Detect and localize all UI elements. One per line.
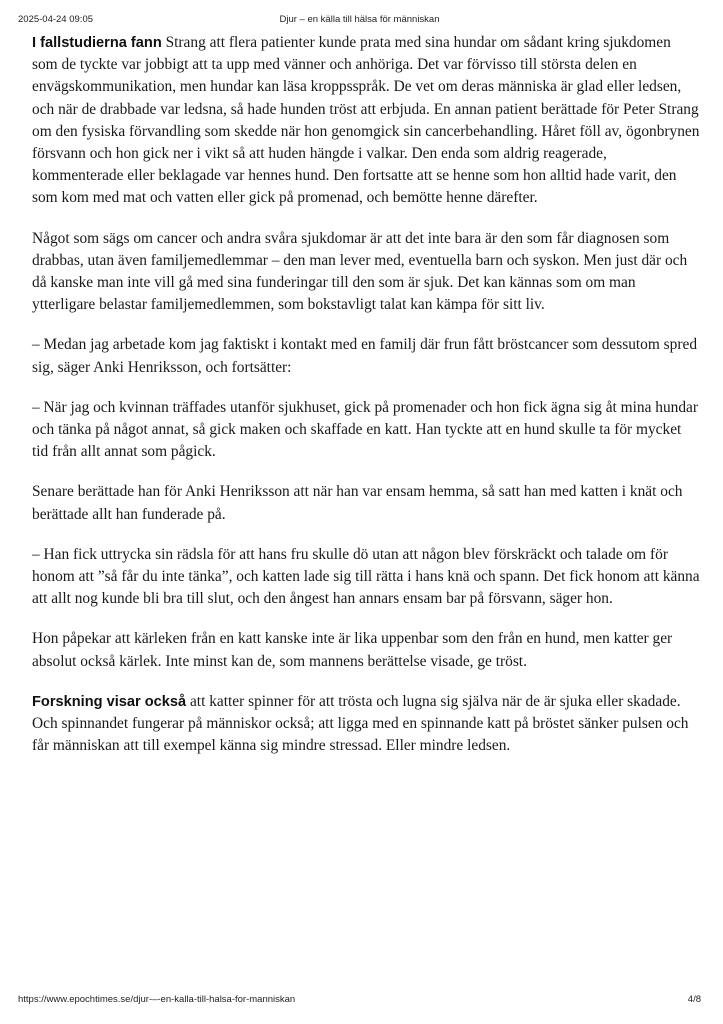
paragraph-text: att katter spinner för att trösta och lugna sig själva när de är sjuka eller skadade. Och spinnandet fungerar på människor också; att ligga med en spinnande katt på bröstet sänker pulsen och får människan att till exempel känna sig mindre stressad. Eller mindre ledsen. bbox=[32, 692, 689, 755]
page-number: 4/8 bbox=[687, 994, 701, 1005]
print-footer bbox=[18, 994, 701, 1008]
paragraph-5: Senare berättade han för Anki Henriksson att när han var ensam hemma, så satt han med katten i knät och berättade allt han funderade på. bbox=[32, 483, 683, 523]
paragraph-1 bbox=[32, 32, 700, 210]
paragraph-7: Hon påpekar att kärleken från en katt kanske inte är lika uppenbar som den från en hund, men katter ger absolut också kärlek. Inte minst kan de, som mannens berättelse visade, ge tröst. bbox=[32, 630, 673, 670]
paragraph-4: – När jag och kvinnan träffades utanför sjukhuset, gick på promenader och hon fick ägna sig åt mina hundar och tänka på något annat, så gick maken och skaffade en katt. Han tyckte att en hund skulle ta för mycket tid från allt annat som pågick. bbox=[32, 398, 699, 461]
paragraph-lead: I fallstudierna fann bbox=[32, 35, 162, 51]
paragraph-8 bbox=[32, 691, 700, 758]
paragraph-lead: Forskning visar också bbox=[32, 693, 187, 710]
paragraph-text: Strang att flera patienter kunde prata med sina hundar om sådant kring sjukdomen som de tyckte var jobbigt att ta upp med vänner och anhöriga. Det var förvisso till största delen en envägskommunikation, men hundar kan läsa kroppsspråk. De vet om deras människa är glad eller ledsen, och när de drabbade var ledsna, så hade hunden tröst att erbjuda. En annan patient berättade för Peter Strang om den fysiska förvandling som skedde när hon genomgick sin cancerbehandling. Håret föll av, ögonbrynen försvann och hon gick ner i vikt så att huden hängde i valkar. Den enda som aldrig reagerade, kommenterade eller beklagade var hennes hund. Den fortsatte att se henne som hon alltid hade varit, den som kom med mat och vatten eller gick på promenad, och bemötte henne därefter. bbox=[32, 34, 700, 207]
print-page-title: Djur – en källa till hälsa för människan bbox=[279, 14, 440, 25]
print-timestamp: 2025-04-24 09:05 bbox=[18, 14, 94, 25]
article-body bbox=[32, 32, 700, 775]
print-header bbox=[18, 14, 701, 28]
paragraph-6: – Han fick uttrycka sin rädsla för att hans fru skulle dö utan att någon blev förskräckt och talade om för honom att ”så får du inte tänka”, och katten lade sig till rätta i hans knä och spann. Det fick honom att känna att allt nog kunde bli bra till slut, och den ångest han annars ensam bar på försvann, säger hon. bbox=[32, 545, 700, 608]
paragraph-3: – Medan jag arbetade kom jag faktiskt i kontakt med en familj där frun fått bröstcancer som dessutom spred sig, säger Anki Henriksson, och fortsätter: bbox=[32, 336, 698, 376]
page-url[interactable]: https://www.epochtimes.se/djur-–-en-kalla-till-halsa-for-manniskan bbox=[18, 994, 296, 1005]
paragraph-2: Något som sägs om cancer och andra svåra sjukdomar är att det inte bara är den som får diagnosen som drabbas, utan även familjemedlemmar – den man lever med, eventuella barn och syskon. Men just där och då kanske man inte vill gå med sina funderingar till den som är sjuk. Det kan kännas som om man ytterligare belastar familjemedlemmen, som bokstavligt talat kan kämpa för sitt liv. bbox=[32, 229, 688, 314]
